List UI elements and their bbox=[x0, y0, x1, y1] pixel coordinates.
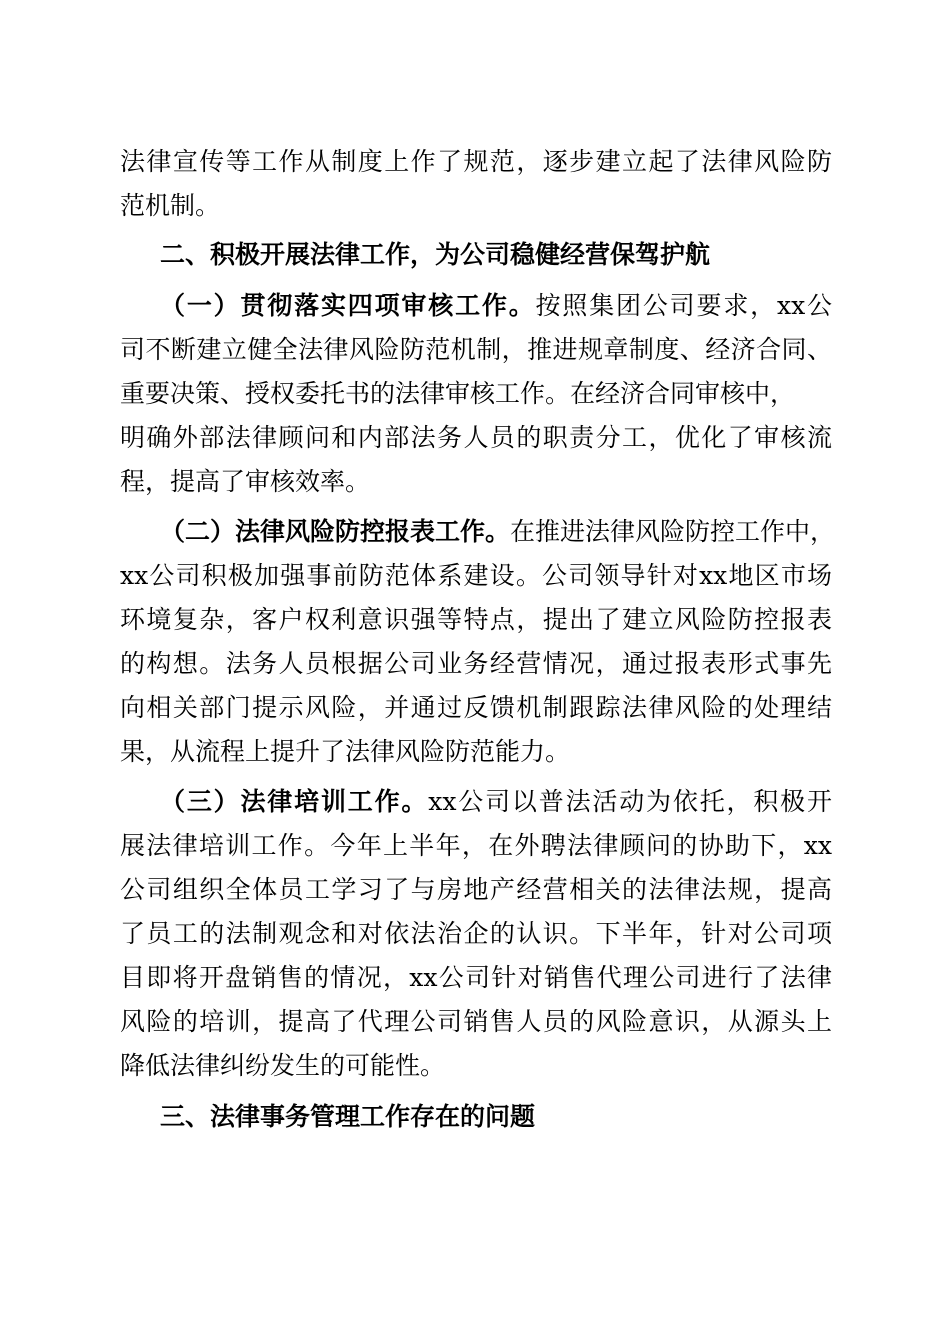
paragraph-1-line-3: 明确外部法律顾问和内部法务人员的职责分工，优化了审核流 bbox=[120, 423, 832, 452]
paragraph-2-line-2: 环境复杂，客户权利意识强等特点，提出了建立风险防控报表 bbox=[120, 605, 832, 634]
paragraph-3-lead: （三）法律培训工作。 bbox=[160, 787, 429, 816]
paragraph-3-line-6: 降低法律纠纷发生的可能性。 bbox=[120, 1051, 446, 1080]
paragraph-3-line-4: 目即将开盘销售的情况，xx公司针对销售代理公司进行了法律 bbox=[120, 963, 832, 992]
paragraph-3-line-0-rest: xx公司以普法活动为依托，积极开 bbox=[428, 787, 832, 816]
paragraph-2-line-5: 果，从流程上提升了法律风险防范能力。 bbox=[120, 737, 571, 766]
paragraph-1-line-1: 司不断建立健全法律风险防范机制，推进规章制度、经济合同、 bbox=[120, 335, 832, 364]
paragraph-2-lead: （二）法律风险防控报表工作。 bbox=[160, 517, 511, 546]
paragraph-3-line-5: 风险的培训，提高了代理公司销售人员的风险意识，从源头上 bbox=[120, 1007, 832, 1036]
paragraph-3-line-3: 了员工的法制观念和对依法治企的认识。下半年，针对公司项 bbox=[120, 919, 832, 948]
paragraph-0-line-0: 法律宣传等工作从制度上作了规范，逐步建立起了法律风险防 bbox=[120, 147, 832, 176]
paragraph-1-line-2: 重要决策、授权委托书的法律审核工作。在经济合同审核中， bbox=[120, 379, 796, 408]
document-body bbox=[120, 140, 836, 1142]
paragraph-1-line-0 bbox=[120, 284, 832, 328]
paragraph-1-lead: （一）贯彻落实四项审核工作。 bbox=[160, 291, 536, 320]
paragraph-2-line-0 bbox=[120, 510, 836, 554]
paragraph-2-line-4: 向相关部门提示风险，并通过反馈机制跟踪法律风险的处理结 bbox=[120, 693, 832, 722]
paragraph-0-line-1: 范机制。 bbox=[120, 191, 221, 220]
paragraph-2-line-1: xx公司积极加强事前防范体系建设。公司领导针对xx地区市场 bbox=[120, 561, 832, 590]
section-heading-2: 二、积极开展法律工作，为公司稳健经营保驾护航 bbox=[160, 240, 711, 269]
paragraph-3-line-2: 公司组织全体员工学习了与房地产经营相关的法律法规，提高 bbox=[120, 875, 832, 904]
paragraph-3-line-0 bbox=[120, 780, 832, 824]
paragraph-1-line-0-rest: 按照集团公司要求，xx公 bbox=[535, 291, 832, 320]
section-heading-3: 三、法律事务管理工作存在的问题 bbox=[160, 1102, 536, 1131]
paragraph-2-line-0-rest: 在推进法律风险防控工作中， bbox=[510, 517, 836, 546]
paragraph-3-line-1: 展法律培训工作。今年上半年，在外聘法律顾问的协助下，xx bbox=[120, 831, 832, 860]
paragraph-2-line-3: 的构想。法务人员根据公司业务经营情况，通过报表形式事先 bbox=[120, 649, 832, 678]
paragraph-1-line-4: 程，提高了审核效率。 bbox=[120, 467, 371, 496]
